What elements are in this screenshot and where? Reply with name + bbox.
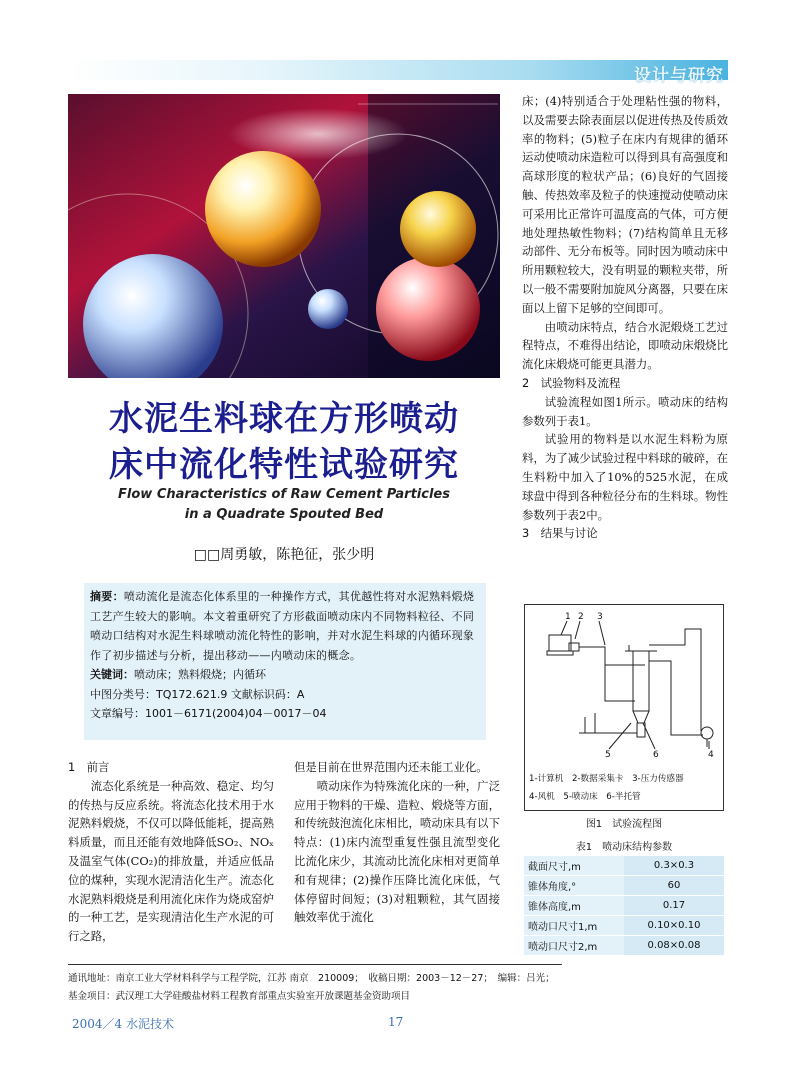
table-cell-name: 锥体角度,° <box>524 876 624 896</box>
fig-label-4: 4 <box>708 750 714 760</box>
paragraph: 流态化系统是一种高效、稳定、均匀的传热与反应系统。将流态化技术用于水泥熟料煅烧，不仅可以降低能耗，提高熟料质量，而且还能有效地降低SO₂、NOₓ及温室气体(CO₂)的排放量，并适应低品位的煤种，实现水泥清洁化生产。流态化水泥熟料煅烧是利用流化床作为烧成窑炉的一种工艺，是实现清洁化生产水泥的可行之路， <box>68 778 274 944</box>
abstract-box <box>84 583 486 740</box>
paragraph: 试验流程如图1所示。喷动床的结构参数列于表1。 <box>522 394 728 428</box>
table-row <box>524 876 724 896</box>
keywords-text: 喷动床；熟料煅烧；内循环 <box>134 668 266 681</box>
article-title-cn <box>68 396 500 488</box>
table-cell-name: 截面尺寸,m <box>524 856 624 876</box>
header-band <box>68 60 728 80</box>
abstract-label: 摘要： <box>90 590 124 603</box>
experimental-flow-diagram <box>525 605 723 810</box>
hero-spheres-illustration <box>68 94 500 378</box>
section-heading-intro: 1 前言 <box>68 760 110 774</box>
footnote-address: 通讯地址：南京工业大学材料科学与工程学院，江苏 南京 210009； 收稿日期：2003－12－27； 编辑：吕光； <box>68 973 555 984</box>
paragraph: 喷动床作为特殊流化床的一种，广泛应用于物料的干燥、造粒、煅烧等方面，和传统鼓泡流化床相比，喷动床具有以下特点：(1)床内流型重复性强且流型变化比流化床少，其流动比流化床相对更简单和有规律；(2)操作压降比流化床低，气体停留时间短；(3)对粗颗粒，其气固接触效率优于流化 <box>294 778 500 925</box>
title-cn-line1: 水泥生料球在方形喷动 <box>109 399 459 439</box>
body-column-1 <box>68 758 274 946</box>
fig-label-2: 2 <box>578 612 584 622</box>
figure-1 <box>524 604 724 811</box>
table-cell-value: 0.10×0.10 <box>624 916 724 936</box>
body-column-2 <box>294 758 500 927</box>
figure-legend-line1: 1-计算机 2-数据采集卡 3-压力传感器 <box>529 774 684 784</box>
body-column-3 <box>522 92 728 543</box>
fig-label-5: 5 <box>605 750 611 760</box>
table-row <box>524 896 724 916</box>
title-en-line1: Flow Characteristics of Raw Cement Particles <box>118 487 450 502</box>
table-row <box>524 936 724 956</box>
abstract-text: 喷动流化是流态化体系里的一种操作方式，其优越性将对水泥熟料煅烧工艺产生较大的影响。本文着重研究了方形截面喷动床内不同物料粒径、不同喷动口结构对水泥生料球喷动流化特性的影响，并对水泥生料球的内循环现象作了初步描述与分析，提出移动——内喷动床的概念。 <box>90 590 475 662</box>
footnote-funding: 基金项目：武汉理工大学硅酸盐材料工程教育部重点实验室开放课题基金资助项目 <box>68 991 411 1002</box>
fan-icon <box>701 727 713 739</box>
computer-icon <box>549 635 571 651</box>
keywords <box>90 665 480 685</box>
authors: □□周勇敏，陈艳征，张少明 <box>193 547 375 563</box>
keywords-label: 关键词： <box>90 668 134 681</box>
footer-journal: 2004／4 水泥技术 <box>72 1017 174 1031</box>
article-number: 文章编号：1001－6171(2004)04－0017－04 <box>90 707 327 720</box>
fig-label-3: 3 <box>597 612 603 622</box>
table-cell-name: 喷动口尺寸2,m <box>524 936 624 956</box>
table-cell-value: 0.08×0.08 <box>624 936 724 956</box>
spouted-bed-icon <box>633 651 649 711</box>
article-title-en <box>68 485 500 525</box>
table-cell-value: 0.17 <box>624 896 724 916</box>
clc-number: 中图分类号：TQ172.621.9 文献标识码：A <box>90 687 305 701</box>
structure-parameter-table <box>524 855 724 956</box>
footnote-divider <box>68 964 562 965</box>
paragraph: 试验用的物料是以水泥生料粉为原料，为了减少试验过程中料球的破碎，在生料粉中加入了10%的525水泥，在成球盘中得到各种粒径分布的生料球。物性参数列于表2中。 <box>522 432 728 522</box>
section-title: 设计与研究 <box>634 66 724 86</box>
footer-page-number: 17 <box>388 1015 404 1029</box>
table-row <box>524 856 724 876</box>
title-en-line2: in a Quadrate Spouted Bed <box>184 507 384 522</box>
paragraph: 由喷动床特点，结合水泥煅烧工艺过程特点，不难得出结论，即喷动床煅烧比流化床煅烧可能更具潜力。 <box>522 319 728 372</box>
table-cell-name: 锥体高度,m <box>524 896 624 916</box>
figure-caption: 图1 试验流程图 <box>585 819 663 830</box>
table-row <box>524 916 724 936</box>
figure-legend-line2: 4-风机 5-喷动床 6-半托管 <box>529 792 641 802</box>
table-caption: 表1 喷动床结构参数 <box>575 842 673 853</box>
hero-image <box>68 94 500 378</box>
fig-label-6: 6 <box>653 750 659 760</box>
table-cell-value: 60 <box>624 876 724 896</box>
section-heading-results: 3 结果与讨论 <box>522 526 598 541</box>
paragraph: 但是目前在世界范围内还未能工业化。 <box>294 760 488 774</box>
abstract <box>90 587 480 665</box>
fig-label-1: 1 <box>565 612 571 622</box>
table-cell-name: 喷动口尺寸1,m <box>524 916 624 936</box>
table-cell-value: 0.3×0.3 <box>624 856 724 876</box>
title-cn-line2: 床中流化特性试验研究 <box>109 445 459 485</box>
section-heading-materials: 2 试验物料及流程 <box>522 375 621 390</box>
paragraph: 床；(4)特别适合于处理粘性强的物料，以及需要去除表面层以促进传热及传质效率的物料；(5)粒子在床内有规律的循环运动使喷动床造粒可以得到具有高强度和高球形度的粒状产品；(6)良好的气固接触、传热效率及粒子的快速搅动使喷动床可采用比正常许可温度高的气体，可方便地处理热敏性物料；(7)结构简单且无移动部件、无分布板等。同时因为喷动床中所用颗粒较大，没有明显的颗粒夹带，所以一般不需要附加旋风分离器，只要在床面以上留下足够的空间即可。 <box>522 94 728 315</box>
